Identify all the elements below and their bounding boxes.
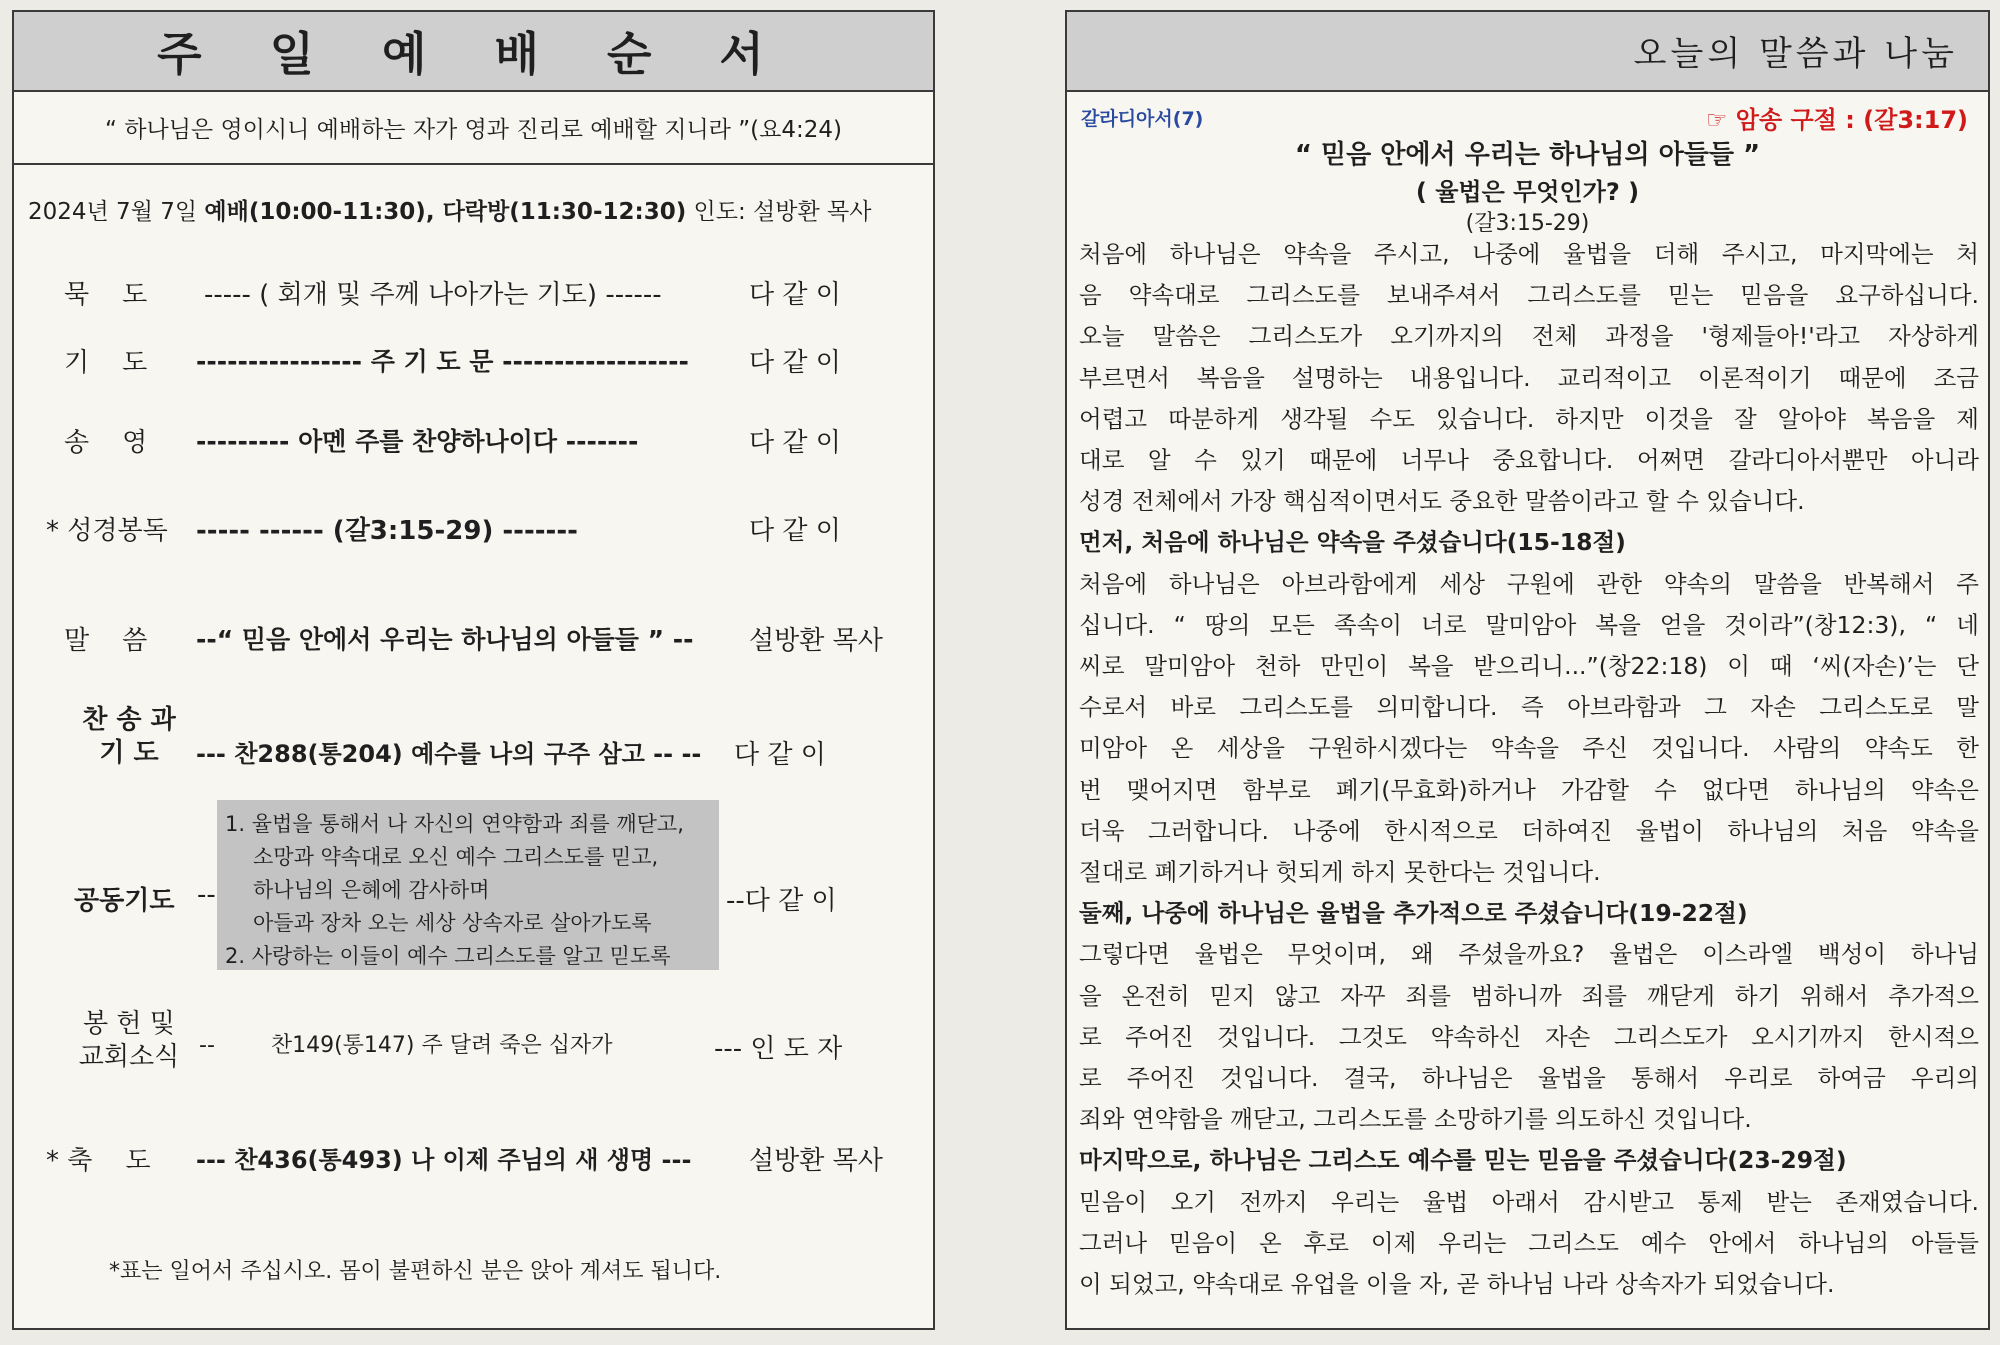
order-label: 공동기도 (74, 886, 175, 916)
body-line: 성경 전체에서 가장 핵심적이면서도 중요한 말씀이라고 할 수 있습니다. (1079, 487, 1805, 516)
service-dateline (14, 193, 933, 226)
order-label: 묵 도 (64, 280, 148, 310)
body-line: 처음에 하나님은 약속을 주시고, 나중에 율법을 더해 주시고, 마지막에는 처 (1079, 240, 1979, 268)
body-line: 오늘 말씀은 그리스도가 오기까지의 전체 과정을 '형제들아!'라고 자상하게 (1079, 322, 1979, 351)
body-line: 이 되었고, 약속대로 유업을 이을 자, 곧 하나님 나라 상속자가 되었습니다. (1079, 1270, 1835, 1299)
service-leader: 인도: 설방환 목사 (686, 199, 872, 225)
prayer-line: 2. 사랑하는 이들이 예수 그리스도를 알고 믿도록 (225, 944, 671, 968)
order-performer: 다 같 이 (749, 348, 841, 378)
scripture-quote: “ 하나님은 영이시니 예배하는 자가 영과 진리로 예배할 지니라 ”(요4:24) (14, 92, 933, 165)
body-line: 로 주어진 것입니다. 그것도 약속하신 자손 그리스도가 오시기까지 한시적으 (1079, 1022, 1979, 1051)
order-label: * 축 도 (46, 1146, 151, 1176)
prayer-line: 소망과 약속대로 오신 예수 그리스도를 믿고, (253, 845, 659, 869)
sermon-notes-heading: 오늘의 말씀과 나눔 (1633, 34, 1958, 74)
corporate-prayer-box (217, 800, 719, 970)
body-line: 처음에 하나님은 아브라함에게 세상 구원에 관한 약속의 말씀을 반복해서 주 (1079, 569, 1979, 598)
order-label: * 성경봉독 (46, 516, 168, 546)
body-line: 미암아 온 세상을 구원하시겠다는 약속을 주신 것입니다. 사람의 약속도 한 (1079, 734, 1979, 763)
body-line: 씨로 말미암아 천하 만민이 복을 받으리니...”(창22:18) 이 때 ‘씨(자손)’는 단 (1079, 652, 1979, 681)
standing-note: *표는 일어서 주십시오. 몸이 불편하신 분은 앉아 계셔도 됩니다. (109, 1259, 722, 1284)
body-line: 십니다. “ 땅의 모든 족속이 너로 말미암아 복을 얻을 것이라”(창12:3), “ 네 (1079, 610, 1979, 639)
sermon-reference: (갈3:15-29) (1465, 211, 1590, 236)
order-label: 말 씀 (64, 626, 148, 656)
body-line: 부르면서 복음을 설명하는 내용입니다. 교리적이고 이론적이기 때문에 조금 (1079, 363, 1979, 392)
body-line: 번 맺어지면 함부로 폐기(무효화)하거나 가감할 수 없다면 하나님의 약속은 (1079, 775, 1979, 804)
worship-order-page (12, 10, 935, 1330)
service-date: 2024년 7월 7일 (28, 199, 205, 225)
order-performer: 설방환 목사 (749, 1146, 883, 1176)
sermon-body (1079, 234, 1979, 1305)
order-content: --- 찬436(통493) 나 이제 주님의 새 생명 --- (196, 1146, 692, 1174)
order-performer: 다 같 이 (749, 516, 841, 546)
sermon-series: 갈라디아서(7) (1081, 108, 1204, 130)
order-content: ----- ( 회개 및 주께 나아가는 기도) ------ (204, 280, 662, 310)
sermon-subtitle: ( 율법은 무엇인가? ) (1415, 178, 1640, 206)
order-content: ---------------- 주 기 도 문 ------------------ (196, 347, 689, 376)
service-times: 예배(10:00-11:30), 다락방(11:30-12:30) (204, 199, 687, 225)
body-line: 음 약속대로 그리스도를 보내주셔서 그리스도를 믿는 믿음을 요구하십니다. (1079, 281, 1979, 310)
worship-order-title: 주 일 예 배 순 서 (157, 27, 790, 81)
order-label: 송 영 (64, 428, 148, 458)
order-performer: 다 같 이 (749, 428, 841, 458)
order-performer: --- 인 도 자 (714, 1034, 843, 1064)
body-line: 절대로 폐기하거나 헛되게 하지 못한다는 것입니다. (1079, 858, 1601, 887)
body-line: 을 온전히 믿지 않고 자꾸 죄를 범하니까 죄를 깨닫게 하기 위해서 추가적으 (1079, 981, 1979, 1010)
worship-order-header (14, 12, 933, 92)
order-content: --- 찬288(통204) 예수를 나의 구주 삼고 -- -- (196, 740, 702, 768)
order-performer: 다 같 이 (749, 280, 841, 310)
body-line: 더욱 그러합니다. 나중에 한시적으로 더하여진 율법이 하나님의 처음 약속을 (1079, 816, 1979, 845)
order-performer: 다 같 이 (734, 740, 826, 770)
body-line: 그렇다면 율법은 무엇이며, 왜 주셨을까요? 율법은 이스라엘 백성이 하나님 (1079, 940, 1979, 969)
order-label: 기 도 (64, 348, 148, 378)
order-content: --------- 아멘 주를 찬양하나이다 ------- (196, 427, 639, 456)
prayer-line: 1. 율법을 통해서 나 자신의 연약함과 죄를 깨닫고, (225, 812, 684, 836)
section-heading: 마지막으로, 하나님은 그리스도 예수를 믿는 믿음을 주셨습니다(23-29절) (1079, 1146, 1847, 1175)
memory-verse: ☞ 암송 구절 : (갈3:17) (1705, 106, 1968, 134)
body-line: 믿음이 오기 전까지 우리는 율법 아래서 감시받고 통제 받는 존재였습니다. (1079, 1187, 1979, 1216)
order-content: ----- ------ (갈3:15-29) ------- (196, 516, 578, 546)
body-line: 어렵고 따분하게 생각될 수도 있습니다. 하지만 이것을 잘 알아야 복음을 제 (1079, 404, 1979, 433)
order-performer: 설방환 목사 (749, 626, 883, 656)
order-content: -- 찬149(통147) 주 달려 죽은 십자가 (199, 1033, 613, 1058)
section-heading: 둘째, 나중에 하나님은 율법을 추가적으로 주셨습니다(19-22절) (1079, 899, 1748, 928)
order-performer: --다 같 이 (726, 886, 837, 916)
body-line: 대로 알 수 있기 때문에 너무나 중요합니다. 어쩌면 갈라디아서뿐만 아니라 (1079, 446, 1979, 475)
sermon-title: “ 믿음 안에서 우리는 하나님의 아들들 ” (1294, 140, 1761, 170)
body-line: 그러나 믿음이 온 후로 이제 우리는 그리스도 예수 안에서 하나님의 아들들 (1079, 1228, 1979, 1257)
sermon-notes-page (1065, 10, 1990, 1330)
body-line: 로 주어진 것입니다. 결국, 하나님은 율법을 통해서 우리로 하여금 우리의 (1079, 1064, 1979, 1093)
sermon-notes-header (1067, 12, 1988, 92)
prayer-line: 아들과 장차 오는 세상 상속자로 살아가도록 (253, 911, 652, 935)
order-label: 찬 송 과 기 도 (82, 705, 176, 768)
prayer-line: 하나님의 은혜에 감사하며 (253, 878, 490, 902)
order-label: 봉 헌 및 교회소식 (78, 1009, 180, 1072)
body-line: 수로서 바로 그리스도를 의미합니다. 즉 아브라함과 그 자손 그리스도로 말 (1079, 693, 1979, 722)
order-content: -- (197, 880, 216, 910)
order-content: --“ 믿음 안에서 우리는 하나님의 아들들 ” -- (196, 625, 694, 654)
section-heading: 먼저, 처음에 하나님은 약속을 주셨습니다(15-18절) (1079, 528, 1626, 557)
body-line: 죄와 연약함을 깨닫고, 그리스도를 소망하기를 의도하신 것입니다. (1079, 1105, 1752, 1134)
